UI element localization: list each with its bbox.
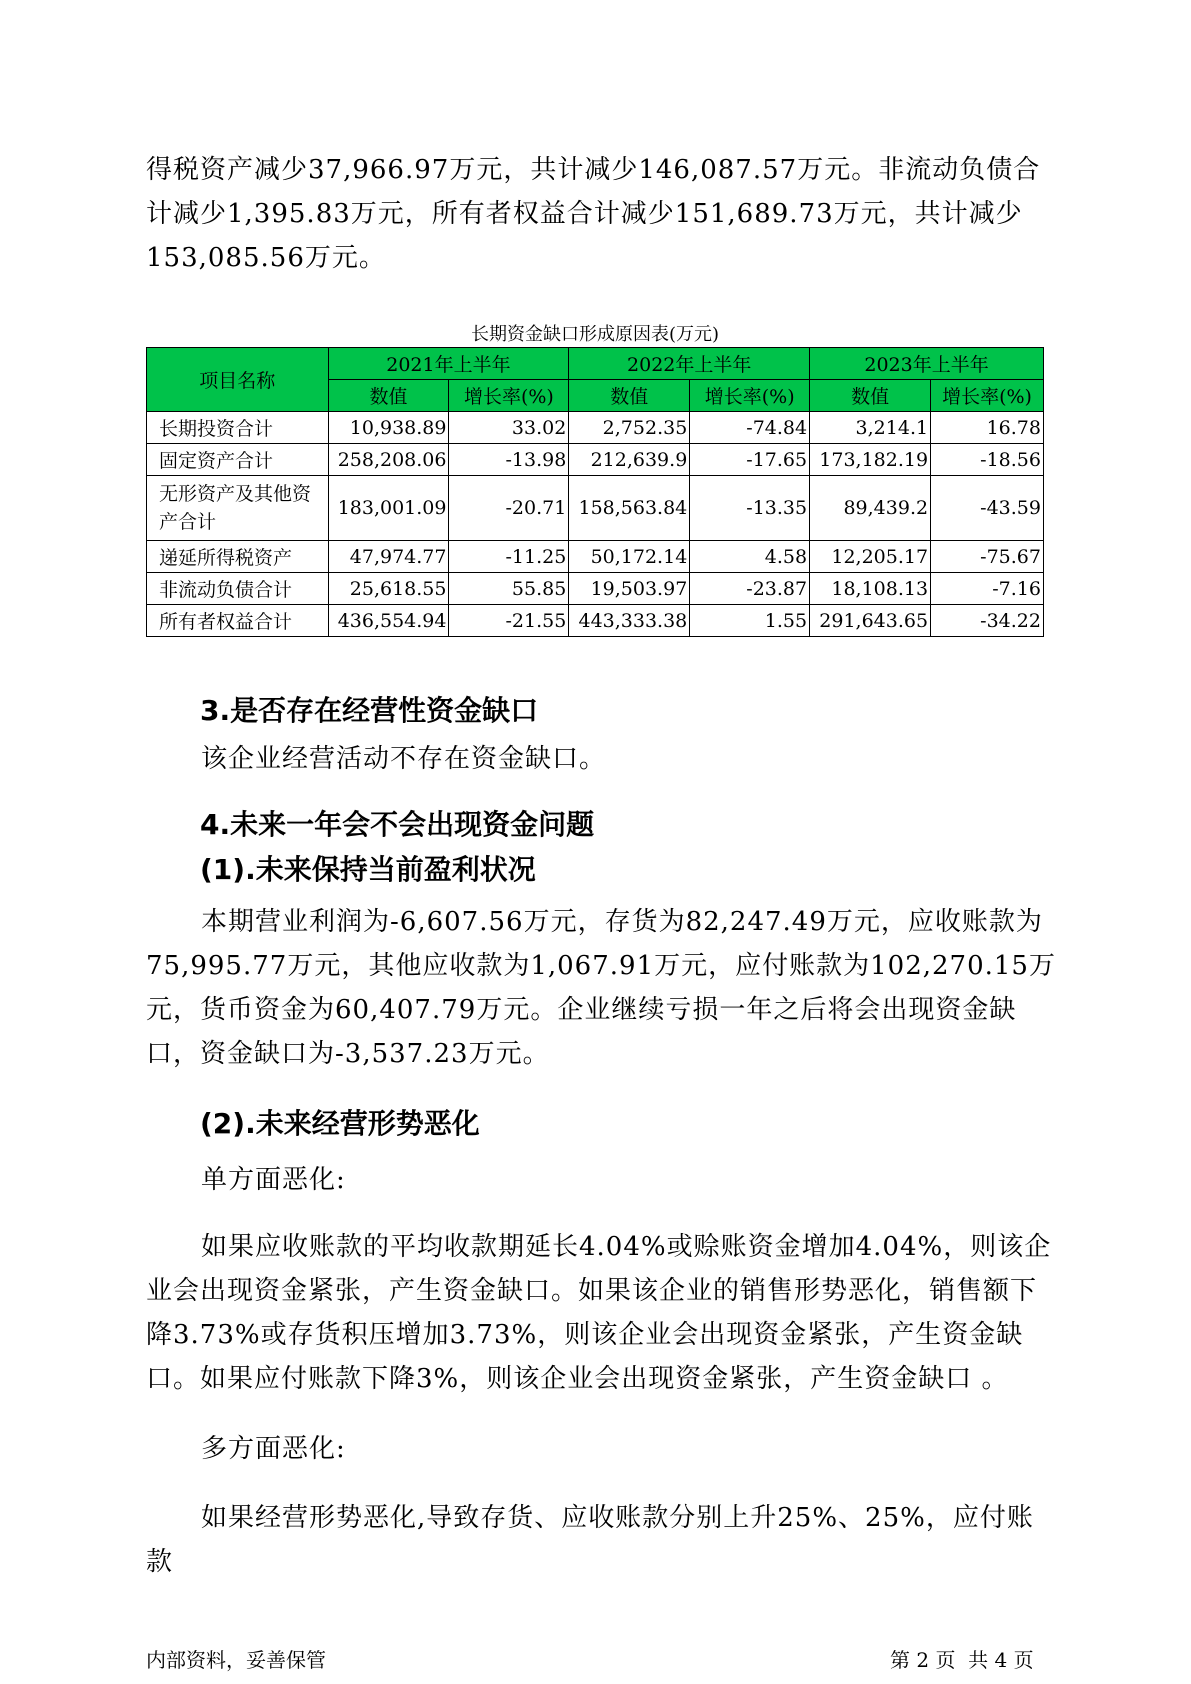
- cell-value: 18,108.13: [810, 573, 931, 605]
- multi-aspect-label: 多方面恶化:: [201, 1434, 346, 1464]
- cell-growth: -20.71: [449, 476, 569, 541]
- cell-value: 443,333.38: [569, 605, 690, 637]
- cell-growth: -74.84: [690, 412, 810, 444]
- cell-value: 12,205.17: [810, 541, 931, 573]
- header-item-name: 项目名称: [147, 348, 329, 412]
- funding-gap-table: [146, 347, 1044, 637]
- cell-growth: -13.98: [449, 444, 569, 476]
- section3-text: 该企业经营活动不存在资金缺口。: [201, 744, 607, 774]
- row-label: 递延所得税资产: [147, 541, 329, 573]
- subsection2-heading: (2).未来经营形势恶化: [200, 1107, 480, 1140]
- cell-value: 2,752.35: [569, 412, 690, 444]
- header-year-2023: 2023年上半年: [810, 348, 1044, 380]
- cell-value: 19,503.97: [569, 573, 690, 605]
- cell-growth: -13.35: [690, 476, 810, 541]
- section3-heading: 3.是否存在经营性资金缺口: [200, 694, 539, 727]
- table-row: [147, 605, 1044, 637]
- cell-value: 158,563.84: [569, 476, 690, 541]
- footer-page-number: 第 2 页 共 4 页: [890, 1648, 1034, 1672]
- table-row: [147, 412, 1044, 444]
- header-growth: 增长率(%): [449, 380, 569, 412]
- cell-growth: -21.55: [449, 605, 569, 637]
- cell-value: 47,974.77: [328, 541, 449, 573]
- cell-value: 173,182.19: [810, 444, 931, 476]
- row-label: 非流动负债合计: [147, 573, 329, 605]
- multi-aspect-text: 如果经营形势恶化,导致存货、应收账款分别上升25%、25%，应付账款: [146, 1503, 1034, 1577]
- cell-value: 291,643.65: [810, 605, 931, 637]
- cell-value: 10,938.89: [328, 412, 449, 444]
- cell-value: 183,001.09: [328, 476, 449, 541]
- cell-growth: -34.22: [931, 605, 1044, 637]
- table-row: [147, 476, 1044, 541]
- cell-value: 3,214.1: [810, 412, 931, 444]
- single-aspect-label: 单方面恶化:: [201, 1165, 346, 1195]
- row-label: 无形资产及其他资产合计: [147, 476, 329, 541]
- cell-growth: 1.55: [690, 605, 810, 637]
- cell-growth: 16.78: [931, 412, 1044, 444]
- cell-growth: 4.58: [690, 541, 810, 573]
- header-year-2022: 2022年上半年: [569, 348, 810, 380]
- cell-value: 212,639.9: [569, 444, 690, 476]
- header-value: 数值: [810, 380, 931, 412]
- cell-growth: -7.16: [931, 573, 1044, 605]
- cell-growth: -75.67: [931, 541, 1044, 573]
- cell-value: 436,554.94: [328, 605, 449, 637]
- cell-growth: -23.87: [690, 573, 810, 605]
- cell-value: 50,172.14: [569, 541, 690, 573]
- cell-growth: -43.59: [931, 476, 1044, 541]
- cell-growth: -11.25: [449, 541, 569, 573]
- header-value: 数值: [328, 380, 449, 412]
- row-label: 所有者权益合计: [147, 605, 329, 637]
- header-year-2021: 2021年上半年: [328, 348, 569, 380]
- cell-growth: 33.02: [449, 412, 569, 444]
- cell-growth: -18.56: [931, 444, 1044, 476]
- row-label: 固定资产合计: [147, 444, 329, 476]
- single-aspect-text: 如果应收账款的平均收款期延长4.04%或赊账资金增加4.04%，则该企业会出现资金紧张，产生资金缺口。如果该企业的销售形势恶化，销售额下降3.73%或存货积压增加3.73%，则该企业会出现资金紧张，产生资金缺口。如果应付账款下降3%，则该企业会出现资金紧张，产生资金缺口 。: [146, 1232, 1052, 1394]
- subsection1-text: 本期营业利润为-6,607.56万元，存货为82,247.49万元，应收账款为75,995.77万元，其他应收款为1,067.91万元，应付账款为102,270.15万元，货币资金为60,407.79万元。企业继续亏损一年之后将会出现资金缺口，资金缺口为-3,537.23万元。: [146, 907, 1056, 1069]
- cell-value: 258,208.06: [328, 444, 449, 476]
- header-value: 数值: [569, 380, 690, 412]
- table-row: [147, 444, 1044, 476]
- table-row: [147, 573, 1044, 605]
- section4-heading: 4.未来一年会不会出现资金问题: [200, 808, 595, 841]
- header-growth: 增长率(%): [690, 380, 810, 412]
- cell-growth: -17.65: [690, 444, 810, 476]
- cell-growth: 55.85: [449, 573, 569, 605]
- row-label: 长期投资合计: [147, 412, 329, 444]
- header-growth: 增长率(%): [931, 380, 1044, 412]
- table-caption: 长期资金缺口形成原因表(万元): [470, 324, 720, 345]
- intro-paragraph: 得税资产减少37,966.97万元，共计减少146,087.57万元。非流动负债合计减少1,395.83万元，所有者权益合计减少151,689.73万元，共计减少153,085.56万元。: [146, 155, 1041, 273]
- table-row: [147, 541, 1044, 573]
- subsection1-heading: (1).未来保持当前盈利状况: [200, 853, 536, 886]
- cell-value: 89,439.2: [810, 476, 931, 541]
- cell-value: 25,618.55: [328, 573, 449, 605]
- footer-confidential: 内部资料，妥善保管: [146, 1648, 326, 1672]
